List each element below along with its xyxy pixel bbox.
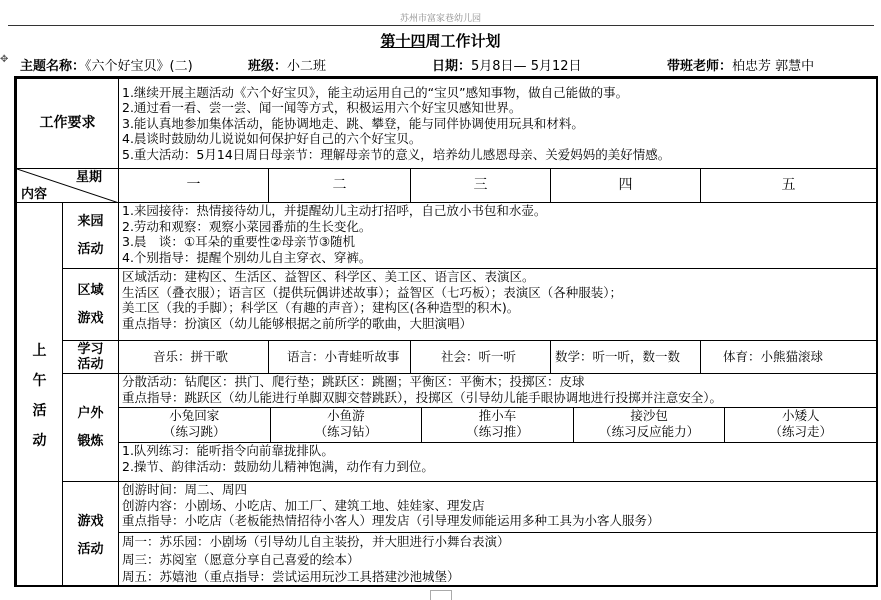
work-req-line: 1.继续开展主题活动《六个好宝贝》，能主动运用自己的“宝贝”感知事物，做自己能做的事。: [122, 84, 629, 100]
outdoor-game: 接沙包 （练习反应能力）: [574, 408, 726, 442]
date-label: 日期：: [432, 59, 472, 74]
day-header: 五: [701, 169, 877, 203]
header-rule: [8, 25, 874, 26]
learning-label: 学习 活动: [63, 341, 119, 374]
title-suffix: 周工作计划: [425, 32, 501, 50]
work-req-row: [17, 79, 877, 169]
outdoor-game: 小兔回家 （练习跳）: [119, 408, 271, 442]
theme-label: 主题名称：: [20, 59, 86, 74]
info-line: [20, 55, 870, 74]
play-label: 游戏 活动: [63, 482, 119, 588]
date-value: 5月8日— 5月12日: [471, 59, 582, 74]
play-content: 创游时间：周二、周四 创游内容：小剧场、小吃店、加工厂、建筑工地、娃娃家、理发店 重点指导：小吃店（老板能热情招待小客人）理发店（引导理发师能运用多种工具为小客人服务） 周一：苏乐园：小剧场（引导幼儿自主装扮，并大胆进行小舞台表演） 周三：苏阅室（愿意分享自己喜爱的绘本） 周五：苏嬉池（重点指导：尝试运用玩沙工具搭建沙池城堡）: [119, 482, 877, 588]
learning-item: 体育：小熊猫滚球: [701, 341, 877, 374]
outdoor-games: [119, 408, 876, 443]
teacher-label: 带班老师：: [667, 59, 733, 74]
work-req-line: 4.晨谈时鼓励幼儿说说如何保护好自己的六个好宝贝。: [122, 131, 422, 147]
weekday-label: 星期: [75, 170, 102, 185]
morning-activity-label: 上 午 活 动: [17, 203, 63, 588]
outdoor-content: 分散活动：钻爬区：拱门、爬行垫；跳跃区：跳圈；平衡区：平衡木；投掷区：皮球 重点指导：跳跃区（幼儿能进行单脚双脚交替跳跃），投掷区（引导幼儿能手眼协调地进行投掷并注意安全）。 小兔回家 （练习跳） 小鱼游 （练习钻） 推小车 （练习推） 接沙包 （练习反应能力） 小矮人 （练习走） 1.队列练习：能听指令向前靠拢排队。 2.操节、韵律活动：鼓励幼儿精神饱满，动作有力到位。: [119, 374, 877, 482]
work-req-line: 5.重大活动：5月14日周日母亲节：理解母亲节的意义，培养幼儿感恩母亲、关爱妈妈的美好情感。: [122, 146, 671, 162]
plan-table: [14, 76, 878, 587]
work-req-label: 工作要求: [17, 79, 119, 169]
work-req-content: [119, 79, 877, 169]
outdoor-label: 户外 锻炼: [63, 374, 119, 482]
outdoor-row: [17, 374, 877, 482]
learning-item: 语言：小青蛙听故事: [269, 341, 411, 374]
page-header: 苏州市富家巷幼儿园: [399, 14, 481, 24]
arrival-row: [17, 203, 877, 269]
learning-item: 社会：听一听: [411, 341, 551, 374]
outdoor-game: 推小车 （练习推）: [422, 408, 574, 442]
title-prefix: 第: [380, 32, 396, 50]
arrival-label: 来园 活动: [63, 203, 119, 269]
learning-item: 数学：听一听，数一数: [551, 341, 701, 374]
outdoor-game: 小矮人 （练习走）: [769, 408, 832, 439]
work-req-line: 3.能认真地参加集体活动，能协调地走、跳、攀登，能与同伴协调使用玩具和材料。: [122, 115, 584, 131]
day-header: 一: [119, 169, 269, 203]
work-req-line: 2.通过看一看、尝一尝、闻一闻等方式，积极运用六个好宝贝感知世界。: [122, 100, 522, 116]
week-header-row: [17, 169, 877, 203]
page-title: [0, 30, 881, 51]
class-value: 小二班: [287, 59, 327, 74]
table-move-handle-icon[interactable]: ✥: [0, 54, 9, 65]
content-label: 内容: [21, 186, 48, 202]
theme-value: 《六个好宝贝》(二): [85, 59, 193, 74]
play-row: [17, 482, 877, 588]
day-header: 二: [269, 169, 411, 203]
learning-row: [17, 341, 877, 374]
area-label: 区域 游戏: [63, 269, 119, 341]
class-label: 班级：: [248, 59, 288, 74]
outdoor-game: 小鱼游 （练习钻）: [271, 408, 423, 442]
day-header: 四: [551, 169, 701, 203]
day-header: 三: [411, 169, 551, 203]
area-row: [17, 269, 877, 341]
teacher-value: 柏忠芳 郭慧中: [732, 59, 815, 74]
arrival-content: 1.来园接待：热情接待幼儿，并提醒幼儿主动打招呼，自己放小书包和水壶。 2.劳动和观察：观察小菜园番茄的生长变化。 3.晨 谈：①耳朵的重要性②母亲节③随机 4.个别指导：提醒个别幼儿自主穿衣、穿裤。: [119, 203, 877, 269]
learning-item: 音乐：拼干歌: [119, 341, 269, 374]
area-content: 区域活动：建构区、生活区、益智区、科学区、美工区、语言区、表演区。 生活区（叠衣服）；语言区（提供玩偶讲述故事）；益智区（七巧板）；表演区（各种服装）； 美工区（我的手脚）；科学区（有趣的声音）；建构区(各种造型的积木)。 重点指导：扮演区（幼儿能够根据之前所学的歌曲，大胆演唱）: [119, 269, 877, 341]
title-week: 十四: [395, 32, 426, 50]
weekday-content-header: [17, 169, 119, 203]
